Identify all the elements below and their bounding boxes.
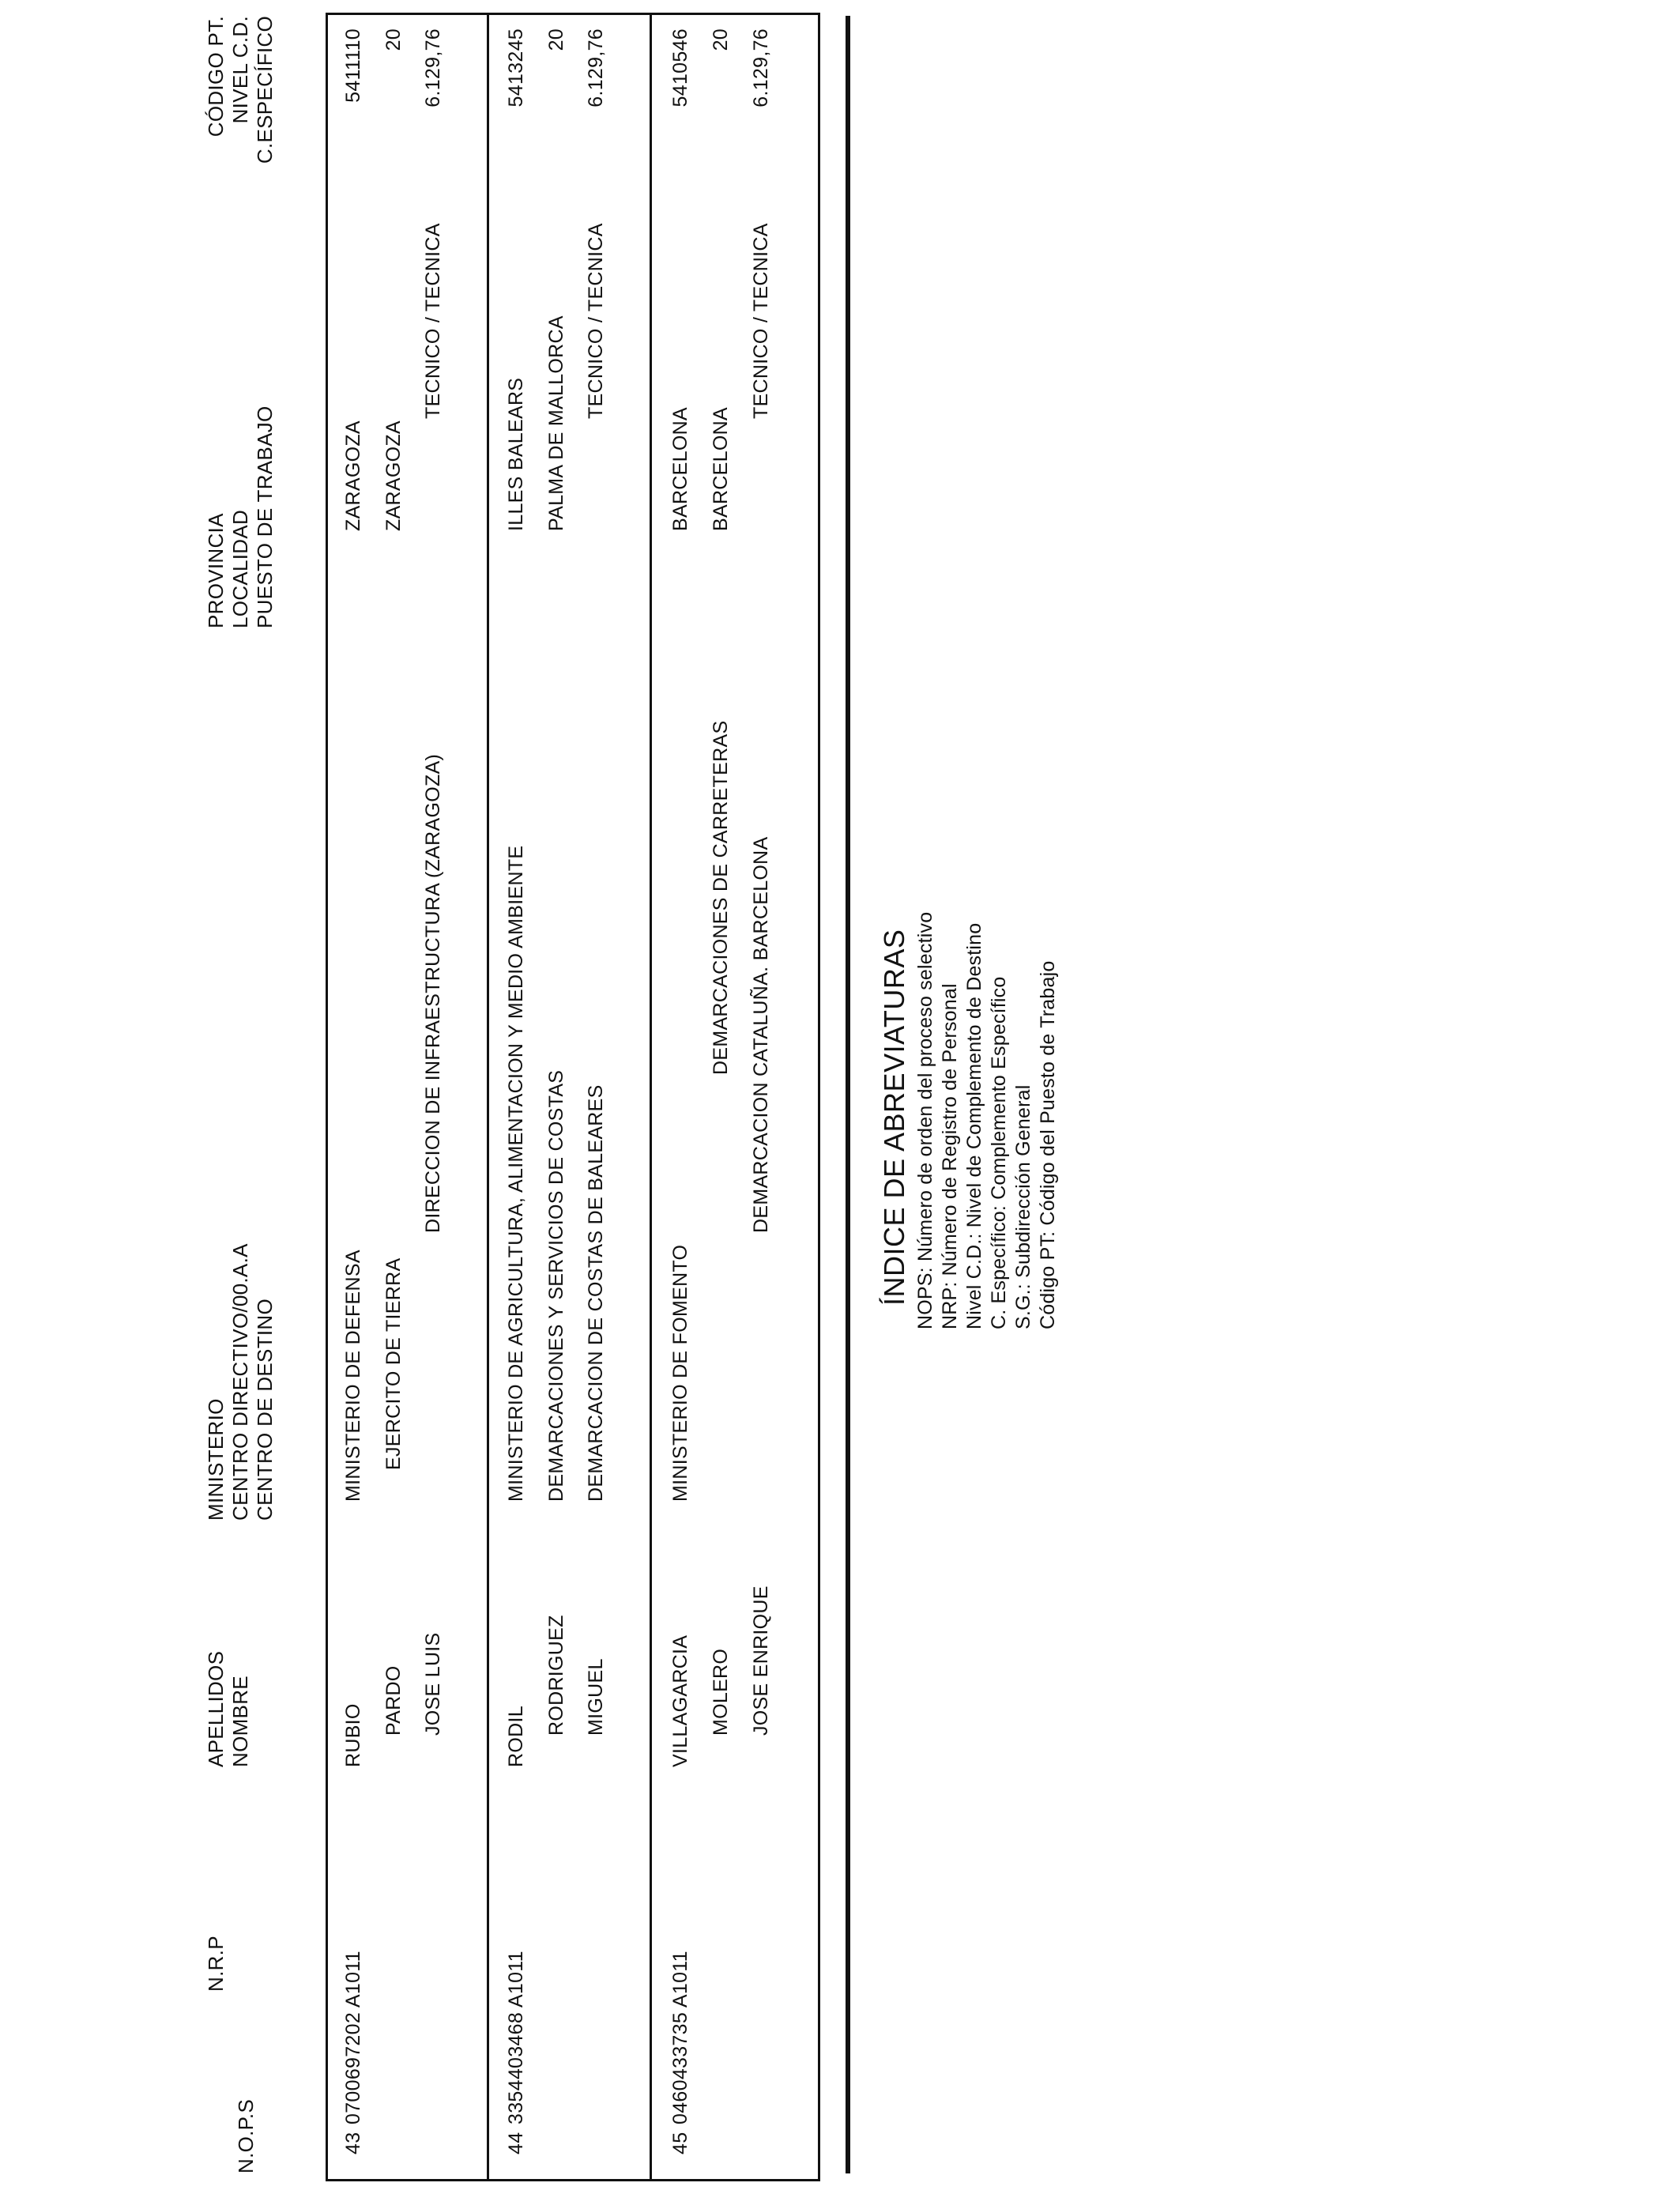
header-nombre: NOMBRE <box>228 1676 252 1767</box>
puesto-cell: TECNICO / TECNICA <box>750 223 772 419</box>
header-provincia: PROVINCIA <box>204 513 228 628</box>
nrp-cell: 0700697202 A1011 <box>342 1951 364 2124</box>
nombre-cell: JOSE LUIS <box>422 1632 444 1736</box>
apellido2-cell: RODRIGUEZ <box>545 1615 567 1736</box>
codigo-pt-cell: 5410546 <box>669 28 691 107</box>
apellido1-cell: RUBIO <box>342 1703 364 1767</box>
nivel-cd-cell: 20 <box>710 28 732 51</box>
provincia-cell: BARCELONA <box>669 407 691 531</box>
nivel-cd-cell: 20 <box>545 28 567 51</box>
nombre-cell: JOSE ENRIQUE <box>750 1585 772 1736</box>
legend-line: Código PT: Código del Puesto de Trabajo <box>1037 960 1059 1329</box>
puesto-cell: TECNICO / TECNICA <box>422 223 444 419</box>
legend-line: NOPS: Número de orden del proceso selectivo <box>914 911 936 1329</box>
ministerio-cell: MINISTERIO DE DEFENSA <box>342 1250 364 1502</box>
legend-line: C. Específico: Complemento Específico <box>988 976 1010 1329</box>
nops-cell: 45 <box>669 2132 691 2154</box>
centro-directivo-cell: EJERCITO DE TIERRA <box>382 1257 405 1470</box>
header-centro-destino: CENTRO DE DESTINO <box>253 1298 277 1521</box>
header-c-especifico: C.ESPECÍFICO <box>253 16 277 164</box>
centro-destino-cell: DIRECCION DE INFRAESTRUCTURA (ZARAGOZA) <box>422 753 444 1233</box>
localidad-cell: PALMA DE MALLORCA <box>545 315 567 531</box>
localidad-cell: ZARAGOZA <box>382 420 405 531</box>
header-puesto: PUESTO DE TRABAJO <box>253 405 277 628</box>
header-nrp: N.R.P <box>204 1936 228 1992</box>
nrp-cell: 3354403468 A1011 <box>505 1951 527 2124</box>
ministerio-cell: MINISTERIO DE FOMENTO <box>669 1244 691 1502</box>
header-nops: N.O.P.S <box>234 2098 258 2173</box>
legend-line: Nivel C.D.: Nivel de Complemento de Destino <box>963 922 985 1329</box>
nrp-cell: 0460433735 A1011 <box>669 1951 691 2124</box>
header-nivel-cd: NIVEL C.D. <box>228 16 252 124</box>
codigo-pt-cell: 5413245 <box>505 28 527 107</box>
header-codigo-pt: CÓDIGO PT. <box>204 16 228 138</box>
centro-directivo-cell: DEMARCACIONES DE CARRETERAS <box>710 720 732 1075</box>
row-separator <box>487 13 489 2181</box>
header-apellidos: APELLIDOS <box>204 1650 228 1767</box>
c-especifico-cell: 6.129,76 <box>585 28 607 107</box>
apellido1-cell: RODIL <box>505 1706 527 1767</box>
nops-cell: 44 <box>505 2132 527 2154</box>
legend-line: NRP: Número de Registro de Personal <box>939 983 961 1329</box>
legend-title: ÍNDICE DE ABREVIATURAS <box>878 929 910 1306</box>
nivel-cd-cell: 20 <box>382 28 405 51</box>
header-centro-directivo: CENTRO DIRECTIVO/00.A.A <box>228 1243 252 1521</box>
centro-directivo-cell: DEMARCACIONES Y SERVICIOS DE COSTAS <box>545 1069 567 1502</box>
nops-cell: 43 <box>342 2132 364 2154</box>
nombre-cell: MIGUEL <box>585 1658 607 1736</box>
apellido1-cell: VILLAGARCIA <box>669 1634 691 1767</box>
apellido2-cell: MOLERO <box>710 1648 732 1736</box>
localidad-cell: BARCELONA <box>710 407 732 531</box>
centro-destino-cell: DEMARCACION CATALUÑA. BARCELONA <box>750 836 772 1233</box>
table-frame <box>326 13 820 2181</box>
header-localidad: LOCALIDAD <box>228 509 252 628</box>
c-especifico-cell: 6.129,76 <box>422 28 444 107</box>
bottom-rule <box>846 16 850 2173</box>
c-especifico-cell: 6.129,76 <box>750 28 772 107</box>
centro-destino-cell: DEMARCACION DE COSTAS DE BALEARES <box>585 1084 607 1502</box>
provincia-cell: ZARAGOZA <box>342 420 364 531</box>
puesto-cell: TECNICO / TECNICA <box>585 223 607 419</box>
codigo-pt-cell: 5411110 <box>342 28 364 103</box>
provincia-cell: ILLES BALEARS <box>505 377 527 531</box>
ministerio-cell: MINISTERIO DE AGRICULTURA, ALIMENTACION Y MEDIO AMBIENTE <box>505 845 527 1502</box>
legend-line: S.G.: Subdirección General <box>1012 1084 1034 1329</box>
apellido2-cell: PARDO <box>382 1665 405 1736</box>
header-ministerio: MINISTERIO <box>204 1398 228 1521</box>
row-separator <box>650 13 652 2181</box>
